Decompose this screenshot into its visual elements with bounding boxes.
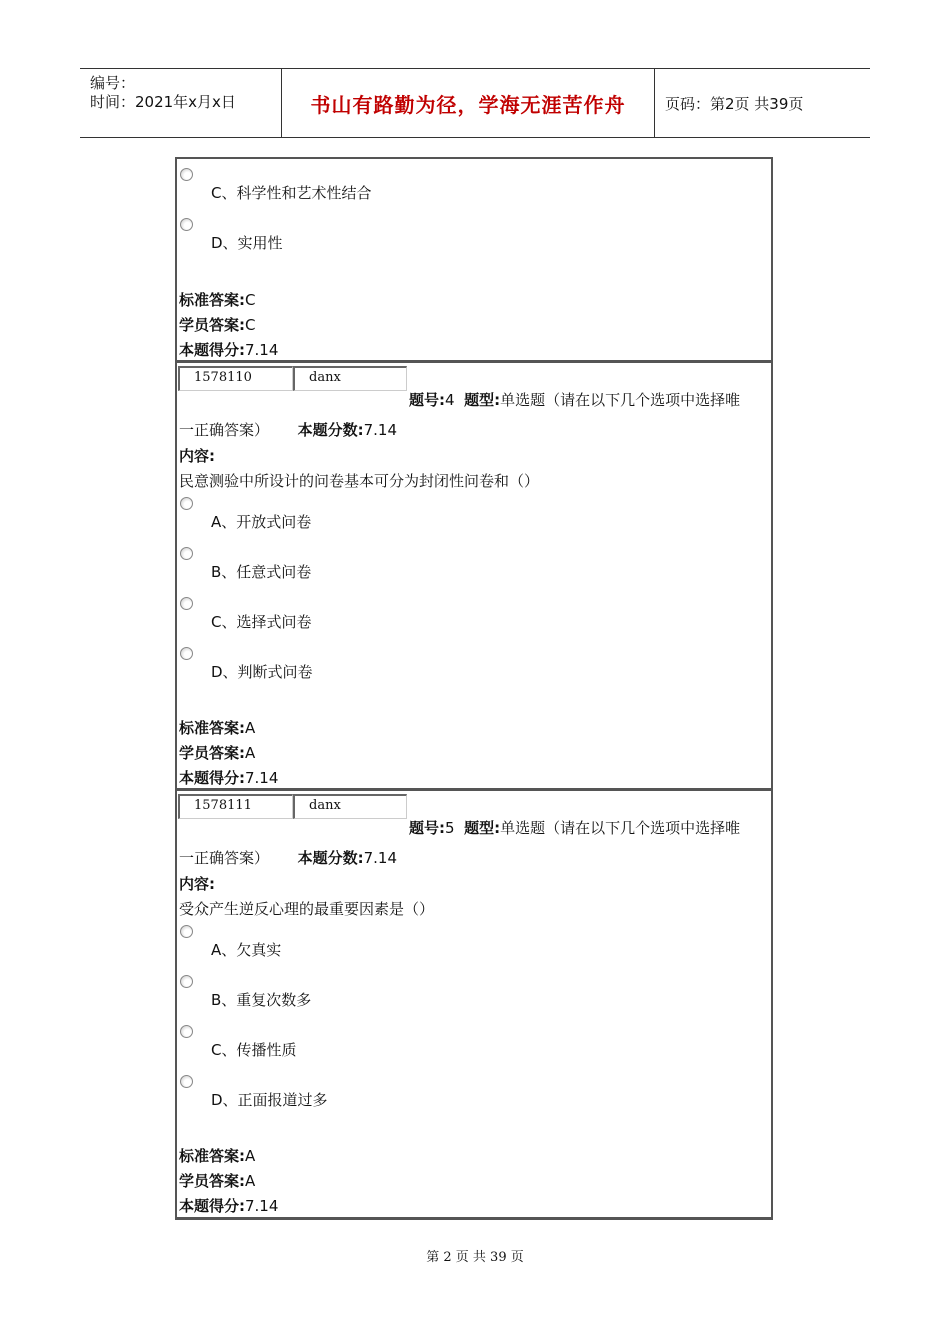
question-meta-cont bbox=[179, 419, 397, 440]
question-points-label: 本题分数: bbox=[297, 849, 364, 867]
question-id-field: 1578110 bbox=[178, 366, 293, 391]
question-points-label: 本题分数: bbox=[297, 421, 364, 439]
option-label: D、判断式问卷 bbox=[211, 663, 313, 681]
radio-button[interactable] bbox=[180, 218, 193, 231]
student-answer-label: 学员答案: bbox=[179, 744, 245, 762]
option-label: D、正面报道过多 bbox=[211, 1091, 328, 1109]
question-text: 民意测验中所设计的问卷基本可分为封闭性问卷和（） bbox=[179, 472, 540, 490]
page-info: 页码：第2页 共39页 bbox=[665, 94, 804, 113]
standard-answer-value: C bbox=[245, 291, 256, 309]
question-score bbox=[179, 767, 278, 788]
option-label: B、重复次数多 bbox=[211, 991, 312, 1009]
header-motto-cell bbox=[281, 69, 655, 137]
question-5-panel bbox=[175, 790, 773, 1220]
content-label: 内容: bbox=[179, 875, 215, 893]
question-code-field: danx bbox=[293, 366, 407, 391]
header-page-cell bbox=[655, 69, 870, 137]
radio-button[interactable] bbox=[180, 168, 193, 181]
question-text: 受众产生逆反心理的最重要因素是（） bbox=[179, 900, 435, 918]
student-answer-value: C bbox=[245, 316, 256, 334]
question-score-label: 本题得分: bbox=[179, 769, 245, 787]
option-label: D、实用性 bbox=[211, 234, 283, 252]
question-meta-cont bbox=[179, 847, 397, 868]
radio-button[interactable] bbox=[180, 975, 193, 988]
radio-button[interactable] bbox=[180, 1075, 193, 1088]
option-label: C、科学性和艺术性结合 bbox=[211, 184, 372, 202]
question-score bbox=[179, 1195, 278, 1216]
question-type-label: 题型: bbox=[464, 391, 501, 409]
question-type-label: 题型: bbox=[464, 819, 501, 837]
question-3-panel bbox=[175, 157, 773, 362]
page-footer: 第 2 页 共 39 页 bbox=[426, 1250, 524, 1265]
question-number-label: 题号: bbox=[409, 819, 445, 837]
option-label: C、选择式问卷 bbox=[211, 613, 312, 631]
option-label: A、欠真实 bbox=[211, 941, 282, 959]
standard-answer-label: 标准答案: bbox=[179, 719, 245, 737]
standard-answer-value: A bbox=[245, 719, 256, 737]
radio-button[interactable] bbox=[180, 497, 193, 510]
question-score-value: 7.14 bbox=[245, 1197, 279, 1215]
serial-label: 编号： bbox=[90, 74, 136, 92]
question-number-label: 题号: bbox=[409, 391, 445, 409]
radio-button[interactable] bbox=[180, 925, 193, 938]
standard-answer-label: 标准答案: bbox=[179, 291, 245, 309]
standard-answer-label: 标准答案: bbox=[179, 1147, 245, 1165]
standard-answer bbox=[179, 1145, 255, 1166]
motto: 书山有路勤为径，学海无涯苦作舟 bbox=[310, 92, 626, 117]
question-number: 4 bbox=[445, 391, 455, 409]
question-score-value: 7.14 bbox=[245, 769, 279, 787]
radio-button[interactable] bbox=[180, 647, 193, 660]
option-label: B、任意式问卷 bbox=[211, 563, 312, 581]
question-code-field: danx bbox=[293, 794, 407, 819]
option-label: A、开放式问卷 bbox=[211, 513, 312, 531]
question-score-label: 本题得分: bbox=[179, 341, 245, 359]
question-number: 5 bbox=[445, 819, 455, 837]
question-type-text: 单选题（请在以下几个选项中选择唯 bbox=[500, 391, 741, 409]
question-meta bbox=[409, 389, 740, 410]
page-header bbox=[80, 68, 870, 138]
student-answer bbox=[179, 742, 255, 763]
question-points: 7.14 bbox=[363, 849, 398, 867]
question-score bbox=[179, 339, 278, 360]
student-answer-label: 学员答案: bbox=[179, 316, 245, 334]
question-id-field: 1578111 bbox=[178, 794, 293, 819]
question-score-label: 本题得分: bbox=[179, 1197, 245, 1215]
question-points: 7.14 bbox=[363, 421, 398, 439]
question-meta bbox=[409, 817, 740, 838]
student-answer-value: A bbox=[245, 744, 256, 762]
question-type-text-cont: 一正确答案） bbox=[179, 849, 270, 867]
standard-answer bbox=[179, 289, 255, 310]
content-label: 内容: bbox=[179, 447, 215, 465]
question-score-value: 7.14 bbox=[245, 341, 279, 359]
student-answer-label: 学员答案: bbox=[179, 1172, 245, 1190]
standard-answer bbox=[179, 717, 255, 738]
option-label: C、传播性质 bbox=[211, 1041, 297, 1059]
question-type-text-cont: 一正确答案） bbox=[179, 421, 270, 439]
radio-button[interactable] bbox=[180, 547, 193, 560]
question-4-panel bbox=[175, 362, 773, 790]
question-type-text: 单选题（请在以下几个选项中选择唯 bbox=[500, 819, 741, 837]
student-answer bbox=[179, 1170, 255, 1191]
student-answer-value: A bbox=[245, 1172, 256, 1190]
standard-answer-value: A bbox=[245, 1147, 256, 1165]
student-answer bbox=[179, 314, 255, 335]
header-meta bbox=[80, 69, 281, 137]
radio-button[interactable] bbox=[180, 1025, 193, 1038]
time-label: 时间：2021年x月x日 bbox=[90, 93, 236, 111]
radio-button[interactable] bbox=[180, 597, 193, 610]
